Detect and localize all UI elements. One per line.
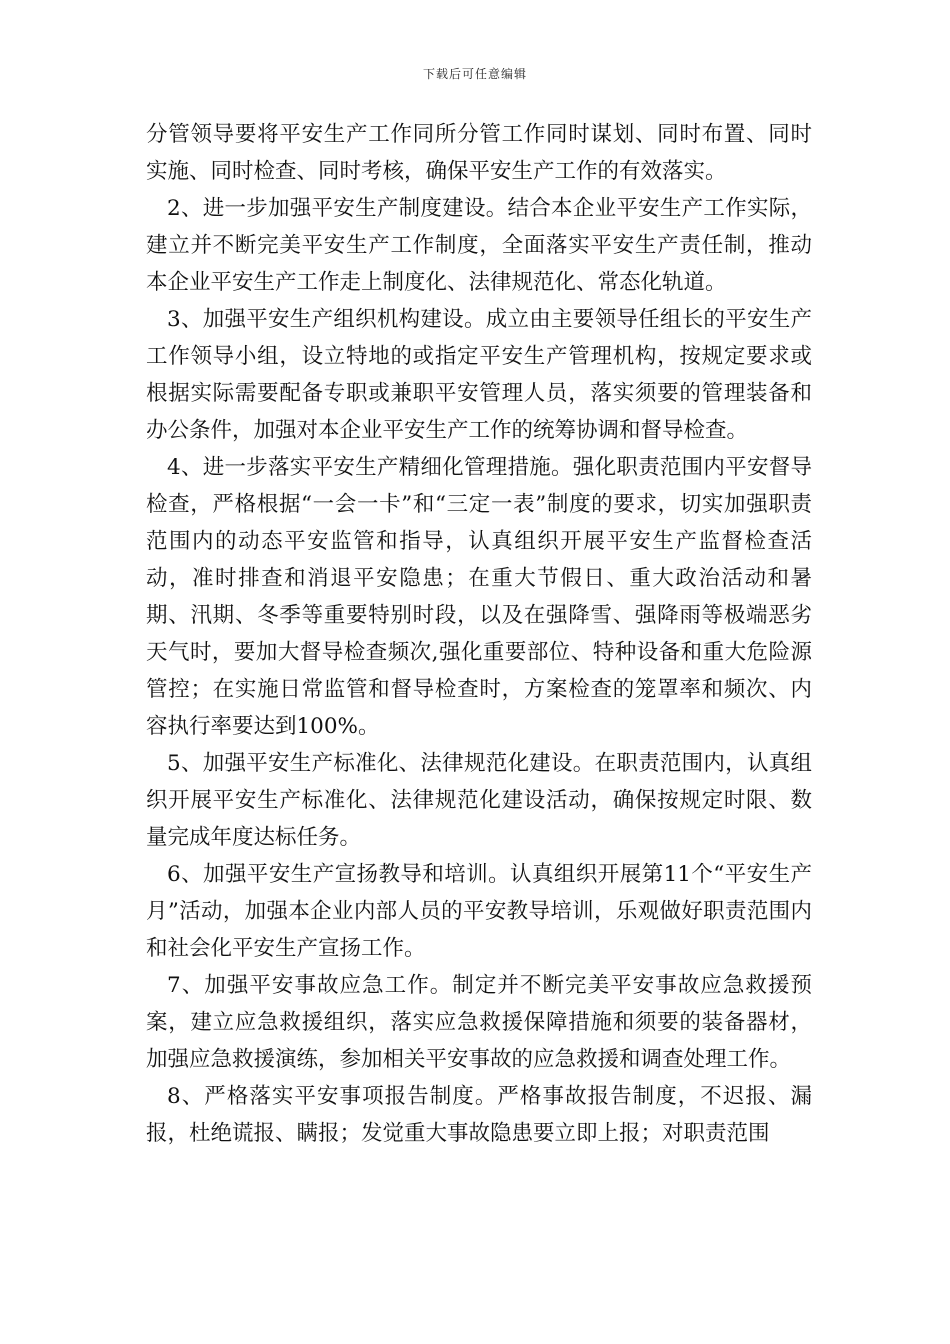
paragraph-6: 6、加强平安生产宣扬教导和培训。认真组织开展第11个“平安生产月”活动，加强本企业内部人员的平安教导培训，乐观做好职责范围内和社会化平安生产宣扬工作。 — [146, 862, 812, 961]
paragraph-2: 2、进一步加强平安生产制度建设。结合本企业平安生产工作实际，建立并不断完美平安生产工作制度，全面落实平安生产责任制，推动本企业平安生产工作走上制度化、法律规范化、常态化轨道。 — [146, 196, 812, 295]
page-header: 下载后可任意编辑 — [422, 67, 527, 81]
paragraph-3: 3、加强平安生产组织机构建设。成立由主要领导任组长的平安生产工作领导小组，设立特地的或指定平安生产管理机构，按规定要求或根据实际需要配备专职或兼职平安管理人员，落实须要的管理装备和办公条件，加强对本企业平安生产工作的统筹协调和督导检查。 — [146, 307, 812, 443]
paragraph-7: 7、加强平安事故应急工作。制定并不断完美平安事故应急救援预案，建立应急救援组织，落实应急救援保障措施和须要的装备器材，加强应急救援演练，参加相关平安事故的应急救援和调查处理工作。 — [146, 973, 812, 1072]
paragraph-5: 5、加强平安生产标准化、法律规范化建设。在职责范围内，认真组织开展平安生产标准化、法律规范化建设活动，确保按规定时限、数量完成年度达标任务。 — [146, 751, 812, 850]
paragraph-8: 8、严格落实平安事项报告制度。严格事故报告制度，不迟报、漏报，杜绝谎报、瞒报；发觉重大事故隐患要立即上报；对职责范围 — [146, 1084, 812, 1146]
document-body — [146, 116, 812, 1152]
paragraph-1: 分管领导要将平安生产工作同所分管工作同时谋划、同时布置、同时实施、同时检查、同时考核，确保平安生产工作的有效落实。 — [146, 122, 812, 184]
paragraph-4: 4、进一步落实平安生产精细化管理措施。强化职责范围内平安督导检查，严格根据“一会一卡”和“三定一表”制度的要求，切实加强职责范围内的动态平安监管和指导，认真组织开展平安生产监督检查活动，准时排查和消退平安隐患；在重大节假日、重大政治活动和暑期、汛期、冬季等重要特别时段，以及在强降雪、强降雨等极端恶劣天气时，要加大督导检查频次,强化重要部位、特种设备和重大危险源管控；在实施日常监管和督导检查时，方案检查的笼罩率和频次、内容执行率要达到100%。 — [146, 455, 812, 739]
